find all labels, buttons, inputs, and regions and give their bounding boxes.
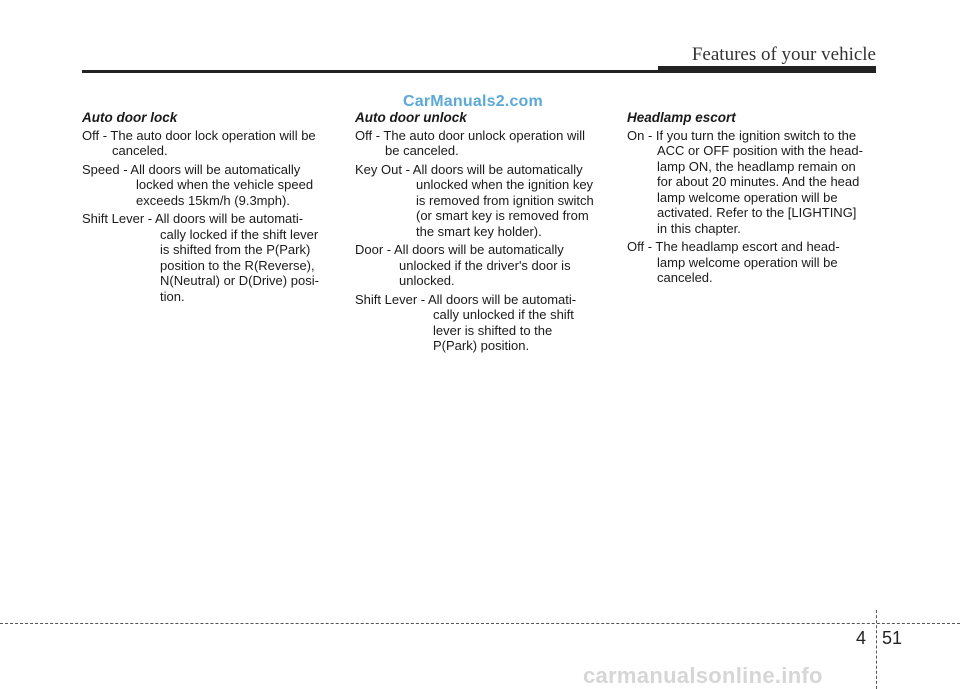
entry-text: P(Park) position. <box>433 338 530 353</box>
entry-text: exceeds 15km/h (9.3mph). <box>136 192 290 208</box>
entry-text: ACC or OFF position with the head- <box>657 143 863 158</box>
entry-text: On - If you turn the ignition switch to the <box>627 127 857 143</box>
page-number: 51 <box>882 628 903 648</box>
entry-text: N(Neutral) or D(Drive) posi- <box>160 273 319 288</box>
watermark-bottom: carmanualsonline.info <box>583 663 823 688</box>
footer-dashed-divider <box>876 610 877 689</box>
section-title-auto-door-unlock: Auto door unlock <box>355 110 467 125</box>
entry-text: Off - The auto door lock operation will be <box>82 127 316 143</box>
column-auto-door-lock <box>82 110 334 307</box>
entry-text: cally unlocked if the shift <box>433 307 574 322</box>
entry-text: (or smart key is removed from <box>416 208 589 223</box>
entry-off <box>82 128 334 159</box>
entry-key-out <box>355 162 607 240</box>
entry-door <box>355 242 607 289</box>
entry-text: the smart key holder). <box>416 223 542 239</box>
entry-text: cally locked if the shift lever <box>160 226 319 242</box>
entry-text: Shift Lever - All doors will be automati- <box>82 211 304 226</box>
footer-dashed-rule <box>0 623 960 624</box>
entry-text: Door - All doors will be automatically <box>355 242 564 257</box>
section-title-headlamp-escort: Headlamp escort <box>627 110 736 125</box>
entry-text: unlocked. <box>399 273 455 288</box>
entry-text: Shift Lever - All doors will be automati- <box>355 291 577 307</box>
entry-text: Off - The auto door unlock operation will <box>355 127 586 143</box>
section-title-auto-door-lock: Auto door lock <box>82 110 178 125</box>
entry-on <box>627 128 879 237</box>
entry-text: Speed - All doors will be automatically <box>82 161 301 177</box>
entry-text: tion. <box>160 288 185 304</box>
entry-text: activated. Refer to the [LIGHTING] <box>657 205 857 220</box>
section-header-title: Features of your vehicle <box>691 44 876 65</box>
watermark-top: CarManuals2.com <box>403 93 543 110</box>
entry-text: Off - The headlamp escort and head- <box>627 239 840 254</box>
entry-off <box>355 128 607 159</box>
entry-text: lamp ON, the headlamp remain on <box>657 158 856 174</box>
entry-shift-lever <box>355 292 607 354</box>
entry-text: in this chapter. <box>657 220 741 236</box>
entry-speed <box>82 162 334 209</box>
column-headlamp-escort <box>627 110 879 289</box>
entry-text: be canceled. <box>385 143 459 158</box>
entry-text: is shifted from the P(Park) <box>160 242 311 257</box>
entry-text: is removed from ignition switch <box>416 192 594 208</box>
entry-text: canceled. <box>112 143 168 158</box>
entry-text: for about 20 minutes. And the head <box>657 174 860 189</box>
chapter-number: 4 <box>856 628 867 648</box>
entry-shift-lever <box>82 211 334 304</box>
header-rule-accent <box>658 66 876 73</box>
entry-text: canceled. <box>657 270 713 285</box>
entry-text: position to the R(Reverse), <box>160 257 315 273</box>
entry-text: lamp welcome operation will be <box>657 189 838 205</box>
entry-text: lever is shifted to the <box>433 322 553 338</box>
header-rule <box>82 70 660 73</box>
entry-off <box>627 239 879 286</box>
entry-text: unlocked if the driver's door is <box>399 257 571 273</box>
entry-text: Key Out - All doors will be automatically <box>355 161 583 177</box>
entry-text: unlocked when the ignition key <box>416 177 594 192</box>
entry-text: locked when the vehicle speed <box>136 177 314 192</box>
column-auto-door-unlock <box>355 110 607 357</box>
entry-text: lamp welcome operation will be <box>657 254 838 270</box>
